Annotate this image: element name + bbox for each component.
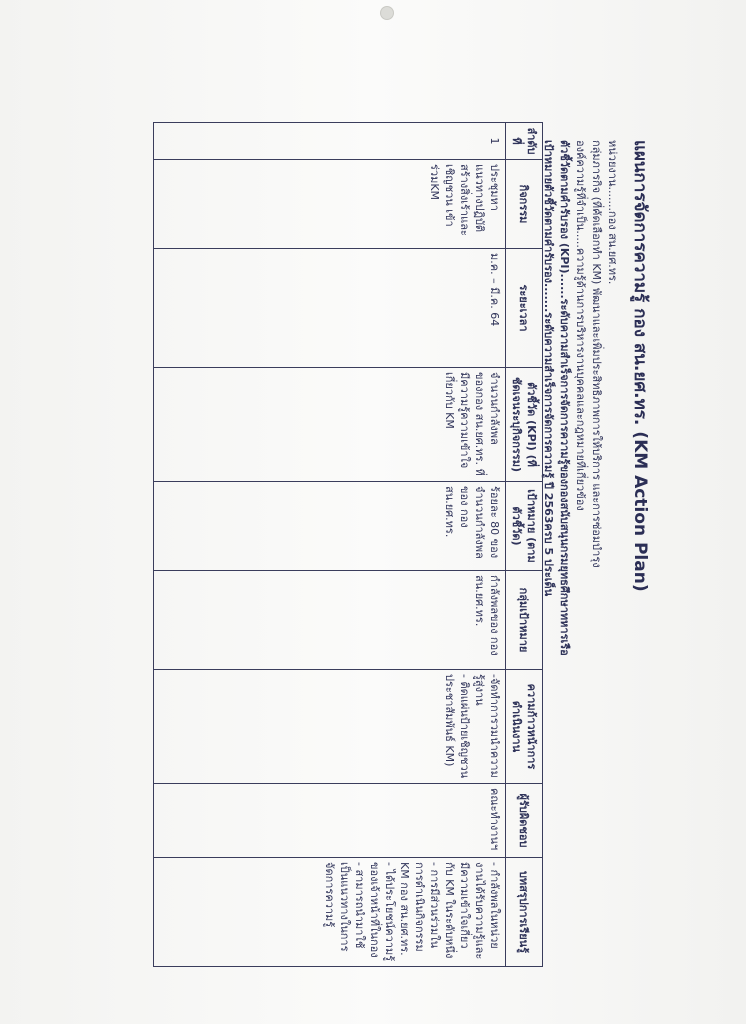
header-period: ระยะเวลา	[506, 249, 543, 368]
km-action-plan-table	[153, 122, 543, 967]
table-header-row	[506, 123, 543, 967]
document-title: แผนการจัดการความรู้ กอง สน.ยศ.ทร. (KM Action Plan)	[630, 140, 650, 592]
cell-no: 1	[154, 123, 506, 160]
target-line: เป้าหมายตัวชี้วัดตามคำรับรอง.......ระดับความสำเร็จการจัดการความรู้ ปี 2563ครบ 5 ประเด็น	[542, 140, 555, 597]
cell-period: ม.ค. – มี.ค. 64	[154, 249, 506, 368]
header-owner: ผู้รับผิดชอบ	[506, 784, 543, 858]
cell-kpi: จำนวนกำลังพลของกอง สน.ยศ.ทร. ที่มีความรู้ความเข้าใจเกี่ยวกับ KM	[154, 368, 506, 482]
table-row	[154, 123, 506, 967]
punch-hole-mark	[380, 6, 394, 20]
knowledge-line: องค์ความรู้ที่จำเป็น.....ความรู้ด้านการบริหารงานบุคคลและกฎหมายที่เกี่ยวข้อง	[574, 140, 587, 511]
cell-activity: ประชุมหาแนวทางปฏิบัติสร้างสิ่งเร้าและเชิญชวน เข้าร่วมKM	[154, 160, 506, 249]
cell-target: ร้อยละ 80 ของจำนวนกำลังพล ของ กองสน.ยศ.ทร.	[154, 482, 506, 571]
header-progress: ความก้าวหน้าการดำเนินงาน	[506, 670, 543, 784]
header-target: เป้าหมาย (ตามตัวชี้วัด)	[506, 482, 543, 571]
header-lesson: บทสรุปการเรียนรู้	[506, 858, 543, 967]
header-kpi: ตัวชี้วัด (KPI) (ที่ชัดเจนระบุกิจกรรม)	[506, 368, 543, 482]
header-group: กลุ่มเป้าหมาย	[506, 571, 543, 670]
header-no: ลำดับที่	[506, 123, 543, 160]
header-activity: กิจกรรม	[506, 160, 543, 249]
rotated-document	[78, 100, 668, 970]
unit-line: หน่วยงาน.......กอง สน.ยศ.ทร.	[606, 140, 619, 285]
cell-owner: คณะทำงานฯ	[154, 784, 506, 858]
cell-progress: -จัดทำการวมนำความรู้สู่งาน - ติดแผ่นป้ายเชิญชวนประชาสัมพันธ์ KM)	[154, 670, 506, 784]
mission-line: กลุ่มภารกิจ (ที่คัดเลือกทำ KM) พัฒนาและเพิ่มประสิทธิภาพการให้บริการ และการซ่อมบำรุง	[590, 140, 603, 568]
kpi-line: ตัวชี้วัดตามคำรับรอง (KPI)......ระดับความสำเร็จการจัดการความรู้ของกองสนับสนุนกรมยุทธศึกษาทหารเรือ	[558, 140, 571, 656]
cell-lesson: - กำลังพลในหน่วยงานได้รับความรู้และมีความเข้าใจเกี่ยวกับ KM ในระดับหนึ่ง - การมีส่วนร่วมในการดำเนินกิจกรรม KM กอง สน.ยศ.ทร. - ได้ประโยชน์ความรู้ของเจ้าหน้าที่ในกอง - สามารถนำมาใช้เป็นแนวทางในการจัดการความรู้	[154, 858, 506, 967]
cell-group: กำลังพลของ กอง สน.ยศ.ทร.	[154, 571, 506, 670]
